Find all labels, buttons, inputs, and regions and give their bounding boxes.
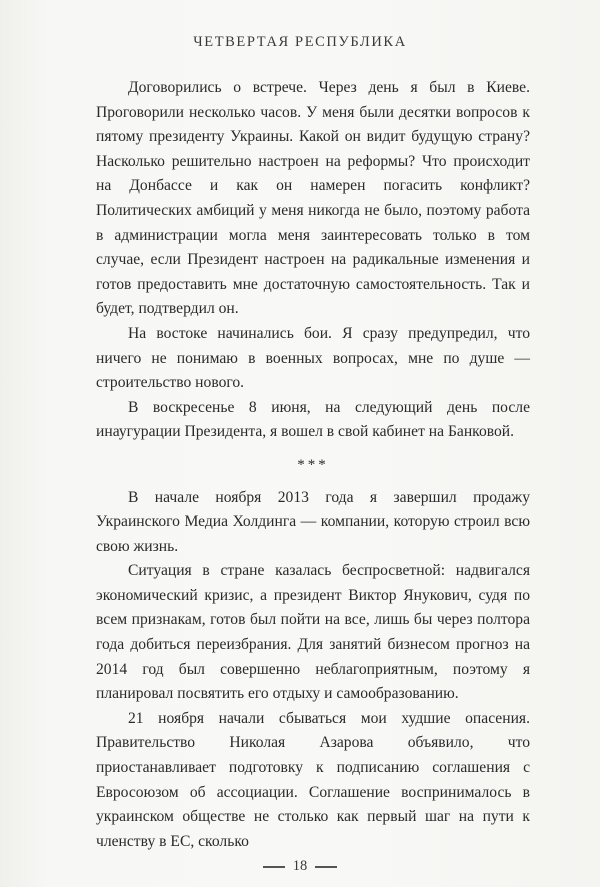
- paragraph: В воскресенье 8 июня, на следующий день после инаугурации Президента, я вошел в свой кабинет на Банковой.: [96, 398, 530, 441]
- footer-dash-left: [263, 866, 285, 868]
- running-head: ЧЕТВЕРТАЯ РЕСПУБЛИКА: [193, 34, 407, 50]
- body-text: [96, 76, 530, 854]
- paragraph: 21 ноября начали сбываться мои худшие опасения. Правительство Николая Азарова объявило, что приостанавливает подготовку к подписанию соглашения с Евросоюзом об ассоциации. Соглашение воспринималось в украинском обществе не столько как первый шаг на пути к членству в ЕС, сколько: [96, 709, 530, 850]
- paragraph: В начале ноября 2013 года я завершил продажу Украинского Медиа Холдинга — компании, которую строил всю свою жизнь.: [96, 488, 530, 555]
- page-number: 18: [292, 858, 308, 874]
- footer-dash-right: [315, 866, 337, 868]
- paragraph: На востоке начинались бои. Я сразу предупредил, что ничего не понимаю в военных вопросах, мне по душе — строительство нового.: [96, 324, 530, 392]
- section-separator: ***: [297, 456, 329, 473]
- paragraph: Договорились о встрече. Через день я был в Киеве. Проговорили несколько часов. У меня были десятки вопросов к пятому президенту Украины. Какой он видит будущую страну? Насколько решительно настроен на реформы? Что происходит на Донбассе и как он намерен погасить конфликт? Политических амбиций у меня никогда не было, поэтому работа в администрации могла меня заинтересовать только в том случае, если Президент настроен на радикальные изменения и готов предоставить мне достаточную самостоятельность. Так и будет, подтвердил он.: [96, 79, 530, 318]
- paragraph: Ситуация в стране казалась беспросветной: надвигался экономический кризис, а президент Виктор Янукович, судя по всем признакам, готов был пойти на все, лишь бы через полтора года добиться переизбрания. Для занятий бизнесом прогноз на 2014 год был совершенно неблагоприятным, поэтому я планировал посвятить его отдыху и самообразованию.: [96, 562, 530, 703]
- page-footer: [0, 858, 600, 875]
